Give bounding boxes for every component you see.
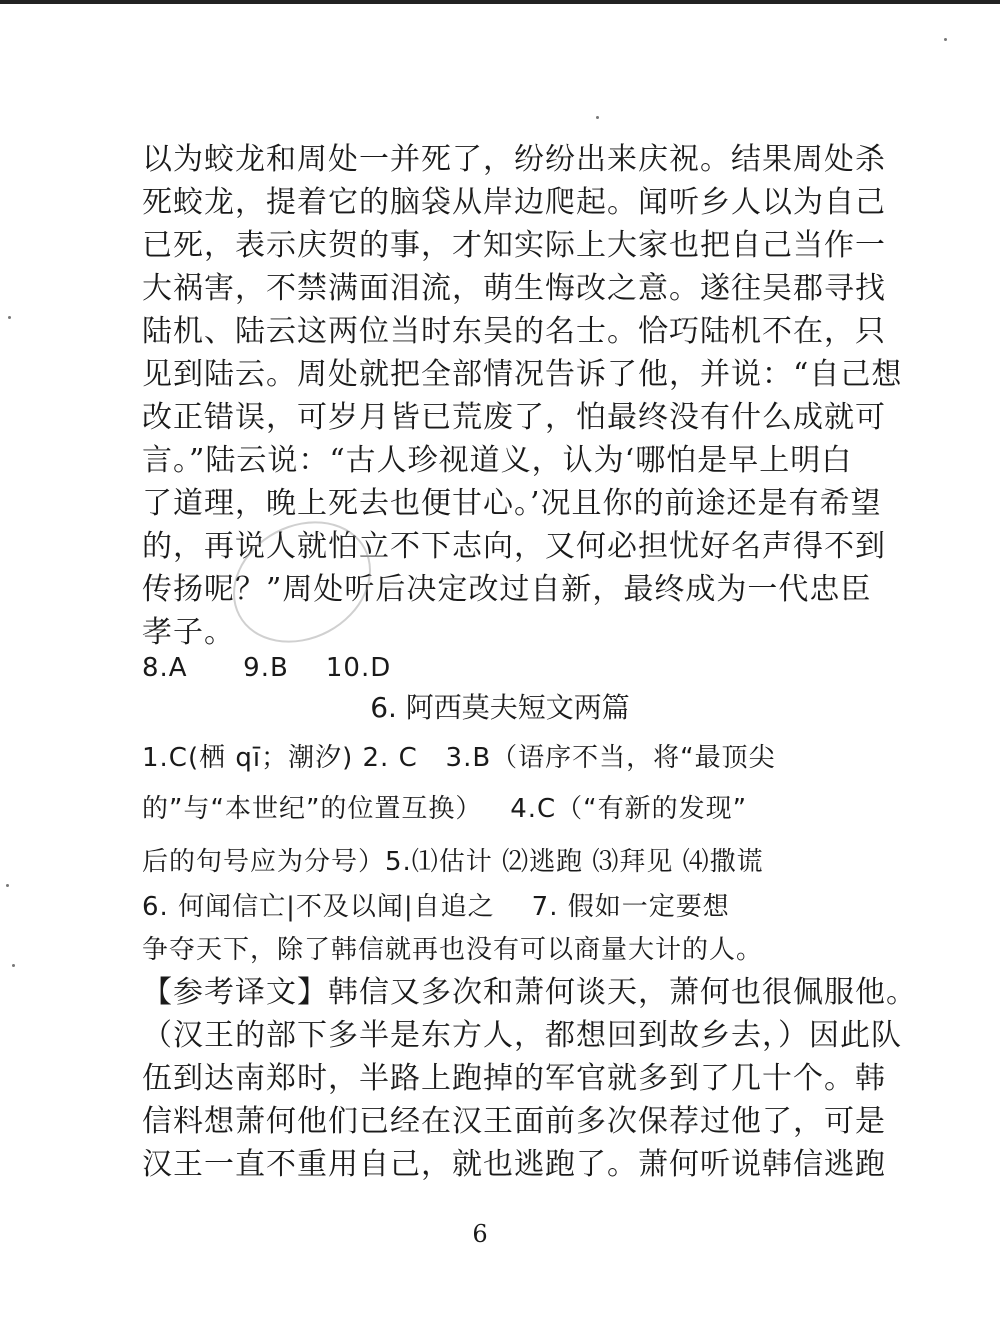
answer-line: 1.C(栖 qī；潮汐) 2. C 3.B（语序不当，将“最顶尖 bbox=[142, 743, 776, 773]
translation-line: 【参考译文】韩信又多次和萧何谈天，萧何也很佩服他。 bbox=[142, 975, 917, 1010]
scan-speck bbox=[12, 964, 15, 967]
passage-line: 言。”陆云说：“古人珍视道义，认为‘哪怕是早上明白 bbox=[142, 443, 853, 478]
passage-line: 以为蛟龙和周处一并死了，纷纷出来庆祝。结果周处杀 bbox=[142, 142, 886, 177]
scan-speck bbox=[8, 316, 11, 319]
passage-line: 了道理，晚上死去也便甘心。’况且你的前途还是有希望 bbox=[142, 486, 882, 521]
page-number: 6 bbox=[472, 1220, 488, 1248]
scan-speck bbox=[596, 116, 599, 119]
answer-line: 的”与“本世纪”的位置互换） 4.C（“有新的发现” bbox=[142, 794, 748, 824]
passage-line: 传扬呢？”周处听后决定改过自新，最终成为一代忠臣 bbox=[142, 572, 872, 607]
translation-line: （汉王的部下多半是东方人，都想回到故乡去，）因此队 bbox=[142, 1018, 902, 1053]
passage-line: 的，再说人就怕立不下志向，又何必担忧好名声得不到 bbox=[142, 529, 886, 564]
scan-speck bbox=[944, 38, 947, 41]
section-heading: 6. 阿西莫夫短文两篇 bbox=[370, 691, 630, 724]
passage-line: 改正错误，可岁月皆已荒废了，怕最终没有什么成就可 bbox=[142, 400, 886, 435]
translation-line: 汉王一直不重用自己，就也逃跑了。萧何听说韩信逃跑 bbox=[142, 1147, 886, 1182]
passage-line: 孝子。 bbox=[142, 615, 235, 650]
passage-line: 已死，表示庆贺的事，才知实际上大家也把自己当作一 bbox=[142, 228, 886, 263]
passage-line: 陆机、陆云这两位当时东吴的名士。恰巧陆机不在，只 bbox=[142, 314, 886, 349]
passage-line: 大祸害，不禁满面泪流，萌生悔改之意。遂往吴郡寻找 bbox=[142, 271, 886, 306]
scan-speck bbox=[6, 884, 9, 887]
answer-line: 6. 何闻信亡|不及以闻|自追之 7. 假如一定要想 bbox=[142, 892, 730, 922]
answer-line: 争夺天下，除了韩信就再也没有可以商量大计的人。 bbox=[142, 935, 764, 965]
answer-line: 后的句号应为分号）5.⑴估计 ⑵逃跑 ⑶拜见 ⑷撒谎 bbox=[142, 847, 764, 877]
top-border-line bbox=[0, 0, 1000, 4]
passage-line: 死蛟龙，提着它的脑袋从岸边爬起。闻听乡人以为自己 bbox=[142, 185, 886, 220]
translation-line: 伍到达南郑时，半路上跑掉的军官就多到了几十个。韩 bbox=[142, 1061, 886, 1096]
previous-answers: 8.A 9.B 10.D bbox=[142, 653, 392, 683]
passage-line: 见到陆云。周处就把全部情况告诉了他，并说：“自己想 bbox=[142, 357, 903, 392]
translation-line: 信料想萧何他们已经在汉王面前多次保荐过他了，可是 bbox=[142, 1104, 886, 1139]
